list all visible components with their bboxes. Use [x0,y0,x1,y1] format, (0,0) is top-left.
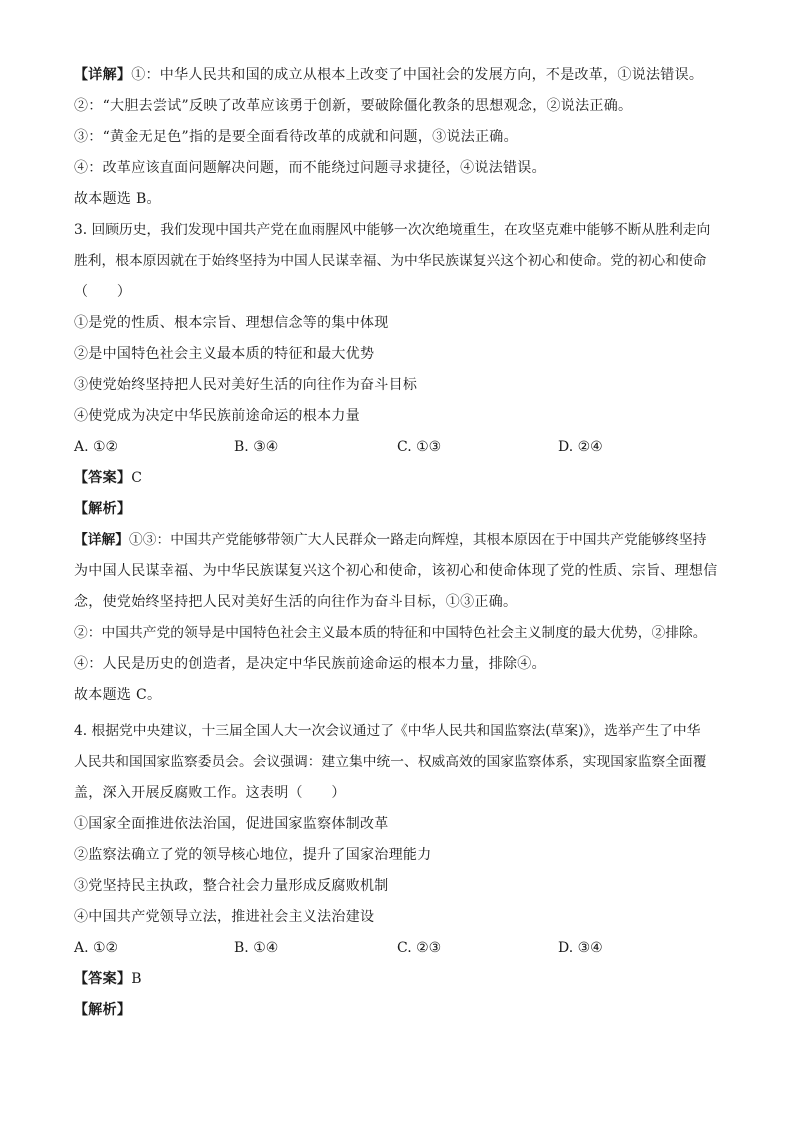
detail-line: ④：人民是历史的创造者，是决定中华民族前途命运的根本力量，排除④。 [74,656,546,672]
question-stem: 4. 根据党中央建议，十三届全国人大一次会议通过了《中华人民共和国监察法(草案)》，选举产生了中华 [74,723,701,739]
detail-line: 为中国人民谋幸福、为中华民族谋复兴这个初心和使命，该初心和使命体现了党的性质、宗旨、理想信 [74,563,718,579]
analysis-tag: 【解析】 [74,501,132,517]
statement-item: ③使党始终坚持把人民对美好生活的向往作为奋斗目标 [74,377,418,393]
question-stem: 3. 回顾历史，我们发现中国共产党在血雨腥风中能够一次次绝境重生，在攻坚克难中能够不断从胜利走向 [74,222,711,238]
question-stem: 人民共和国国家监察委员会。会议强调：建立集中统一、权威高效的国家监察体系，实现国家监察全面覆 [74,754,707,770]
analysis-tag: 【解析】 [74,1002,132,1018]
option-d: D. ③④ [558,940,603,956]
conclusion-line: 故本题选 B。 [74,191,161,207]
answer-value: C [131,470,143,486]
question-3 [74,215,724,711]
statement-item: ④中国共产党领导立法，推进社会主义法治建设 [74,909,375,925]
statement-item: ②监察法确立了党的领导核心地位，提升了国家治理能力 [74,847,432,863]
question-stem: （ ） [74,284,132,300]
option-a: A. ①② [74,940,119,956]
answer-line [74,964,724,995]
statement-item: ①国家全面推进依法治国，促进国家监察体制改革 [74,816,389,832]
answer-tag: 【答案】 [74,971,132,987]
answer-value: B [131,971,142,987]
answer-tag: 【答案】 [74,470,132,486]
statement-item: ③党坚持民主执政，整合社会力量形成反腐败机制 [74,878,389,894]
option-c: C. ②③ [397,940,442,956]
detail-line: 【详解】①：中华人民共和国的成立从根本上改变了中国社会的发展方向，不是改革，①说法错误。 [74,67,704,83]
question-4 [74,716,724,1026]
answer-options [74,933,724,964]
question-stem: 盖，深入开展反腐败工作。这表明（ ） [74,785,346,801]
detail-tag: 【详解】 [74,532,130,548]
option-c: C. ①③ [397,439,442,455]
conclusion-line: 故本题选 C。 [74,687,162,703]
statement-item: ④使党成为决定中华民族前途命运的根本力量 [74,408,360,424]
question-stem: 胜利，根本原因就在于始终坚持为中国人民谋幸福、为中华民族谋复兴这个初心和使命。党的初心和使命 [74,253,707,269]
option-d: D. ②④ [558,439,603,455]
statement-item: ②是中国特色社会主义最本质的特征和最大优势 [74,346,375,362]
option-b: B. ①④ [234,940,279,956]
detail-line: 念，使党始终坚持把人民对美好生活的向往作为奋斗目标，①③正确。 [74,594,518,610]
detail-line: ②：中国共产党的领导是中国特色社会主义最本质的特征和中国特色社会主义制度的最大优势，②排除。 [74,625,707,641]
detail-line: ④：改革应该直面问题解决问题，而不能绕过问题寻求捷径，④说法错误。 [74,160,546,176]
option-a: A. ①② [74,439,119,455]
detail-line: ③：“黄金无足色”指的是要全面看待改革的成就和问题，③说法正确。 [74,129,518,145]
question-2-explanation-tail [74,60,724,215]
option-b: B. ③④ [234,439,279,455]
answer-line [74,463,724,494]
detail-line: ②：“大胆去尝试”反映了改革应该勇于创新，要破除僵化教条的思想观念，②说法正确。 [74,98,633,114]
detail-tag: 【详解】 [74,67,132,83]
answer-options [74,432,724,463]
detail-line: 【详解】①③：中国共产党能够带领广大人民群众一路走向辉煌，其根本原因在于中国共产党能够终坚持 [74,532,707,548]
statement-item: ①是党的性质、根本宗旨、理想信念等的集中体现 [74,315,389,331]
